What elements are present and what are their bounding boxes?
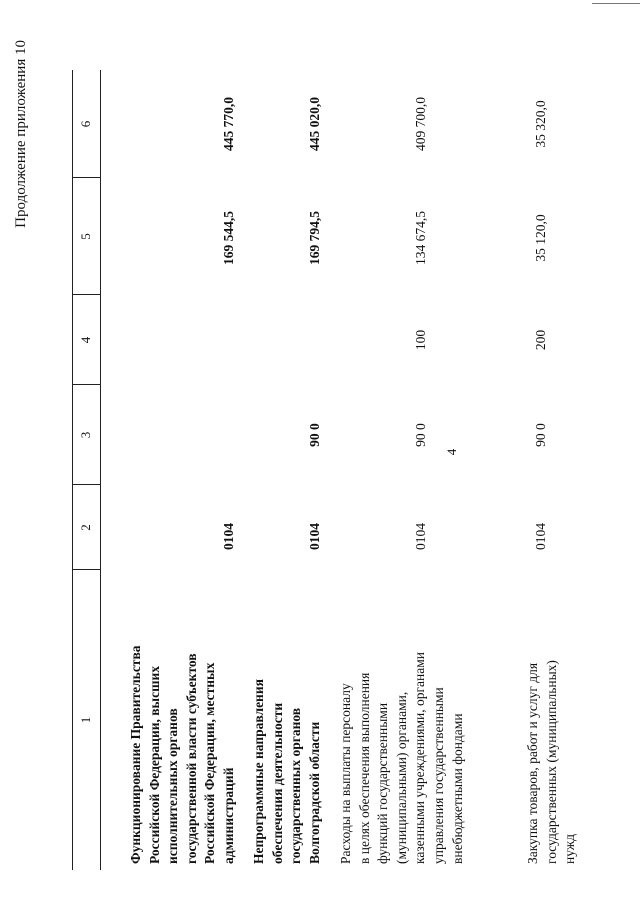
column-header-4: 4	[78, 336, 93, 344]
table-cell-target: 90 0	[413, 423, 428, 447]
table-cell-amount-5: 35 120,0	[533, 214, 548, 262]
column-header-3: 3	[78, 431, 93, 439]
table-cell-section: 0104	[221, 523, 236, 550]
page-number: 4	[444, 448, 459, 456]
table-cell-section: 0104	[307, 523, 322, 550]
table-row-name: Функционирование Правительства Российской Федерации, высших исполнительных органов государственной власти субъектов Российской Федерации, местных администраций	[128, 645, 236, 864]
table-row-name: Непрограммные направления обеспечения деятельности государственных органов Волгоградской области	[251, 679, 322, 864]
column-header-6: 6	[78, 120, 93, 128]
column-header-2: 2	[78, 524, 93, 531]
table-cell-amount-6: 409 700,0	[413, 97, 428, 151]
corner-rule	[592, 3, 640, 4]
table-cell-expense-type: 200	[533, 329, 548, 351]
table-cell-expense-type: 100	[413, 329, 428, 351]
table-row-name: Закупка товаров, работ и услуг для государственных (муниципальных) нужд	[525, 660, 578, 864]
table-cell-amount-5: 169 794,5	[307, 211, 322, 265]
table-row-name: Расходы на выплаты персоналу в целях обеспечения выполнения функций государственными (муниципальными) органами, казенными учреждениями, органами управления государственными внебюджетными фондами	[338, 652, 465, 864]
table-cell-amount-6: 35 320,0	[533, 100, 548, 148]
column-header-5: 5	[78, 233, 93, 240]
table-cell-amount-5: 169 544,5	[221, 211, 236, 265]
table-cell-amount-5: 134 674,5	[413, 211, 428, 265]
table-cell-target: 90 0	[307, 423, 322, 447]
table-cell-amount-6: 445 770,0	[221, 97, 236, 151]
column-header-1: 1	[78, 716, 93, 724]
appendix-title: Продолжение приложения 10	[13, 40, 29, 228]
table-cell-section: 0104	[413, 523, 428, 550]
table-cell-amount-6: 445 020,0	[307, 97, 322, 151]
header-bottom-border	[100, 70, 101, 870]
rotated-page	[12, 35, 612, 880]
table-cell-target: 90 0	[533, 423, 548, 447]
table-cell-section: 0104	[533, 523, 548, 550]
